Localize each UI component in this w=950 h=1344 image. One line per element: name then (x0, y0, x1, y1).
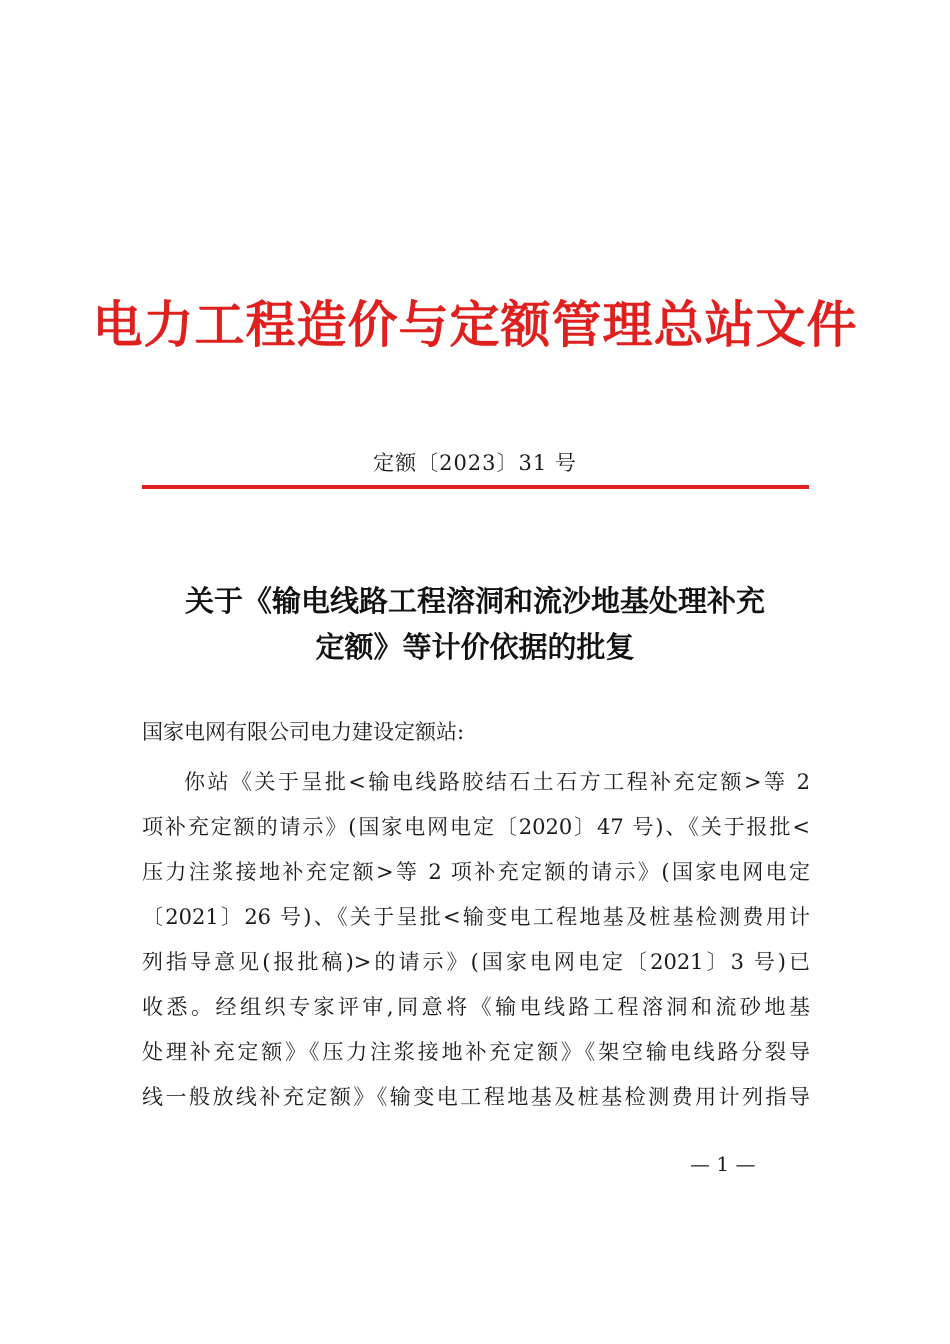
salutation: 国家电网有限公司电力建设定额站: (142, 720, 465, 744)
title-line-2: 定额》等计价依据的批复 (315, 630, 635, 664)
body-line: 处理补充定额》《压力注浆接地补充定额》《架空输电线路分裂导 (142, 1040, 810, 1064)
body-line: 你站《关于呈批<输电线路胶结石土石方工程补充定额>等 2 (184, 770, 810, 794)
body-paragraph (142, 760, 810, 1120)
document-title (0, 578, 950, 670)
body-line: 项补充定额的请示》(国家电网电定〔2020〕47 号)、《关于报批< (142, 815, 810, 839)
body-line: 线一般放线补充定额》《输变电工程地基及桩基检测费用计列指导 (142, 1085, 810, 1109)
document-number: 定额〔2023〕31 号 (373, 451, 577, 475)
red-divider-line (142, 485, 809, 489)
page-number: — 1 — (690, 1152, 756, 1176)
masthead-title: 电力工程造价与定额管理总站文件 (92, 295, 858, 354)
body-line: 压力注浆接地补充定额>等 2 项补充定额的请示》(国家电网电定 (142, 860, 810, 884)
body-line: 收悉。经组织专家评审,同意将《输电线路工程溶洞和流砂地基 (142, 995, 810, 1019)
title-line-1: 关于《输电线路工程溶洞和流沙地基处理补充 (184, 584, 765, 618)
body-line: 列指导意见(报批稿)>的请示》(国家电网电定〔2021〕3 号)已 (142, 950, 810, 974)
body-line: 〔2021〕26 号)、《关于呈批<输变电工程地基及桩基检测费用计 (142, 905, 810, 929)
